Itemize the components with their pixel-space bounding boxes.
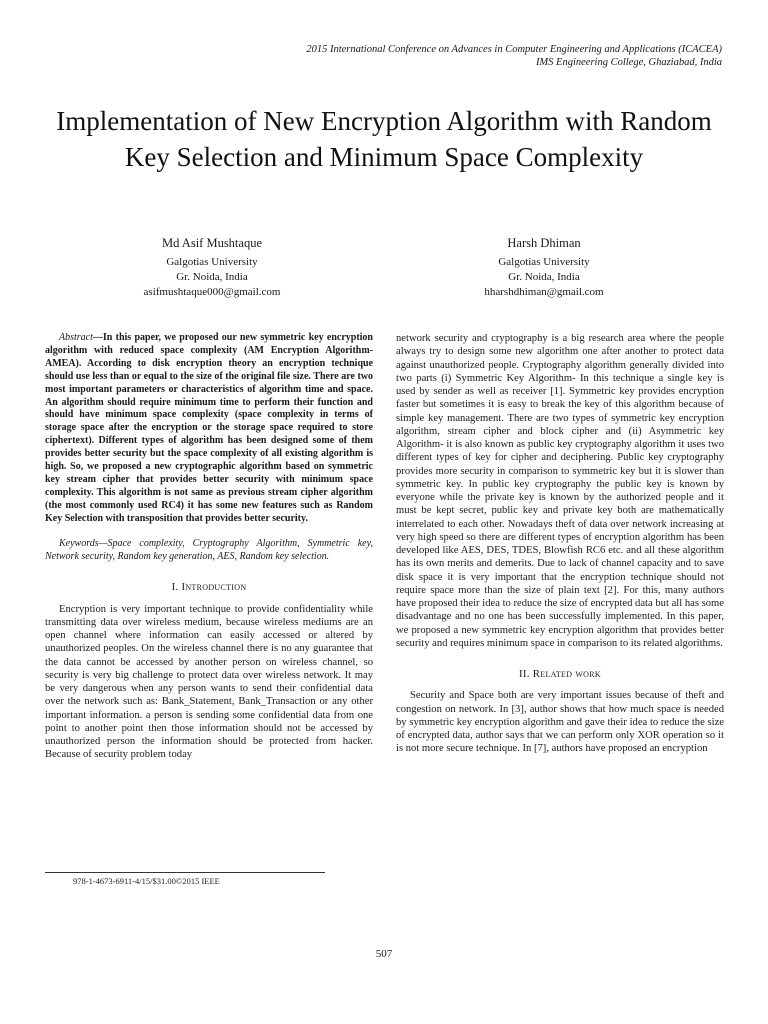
- author-name: Md Asif Mushtaque: [162, 236, 262, 250]
- author-location: Gr. Noida, India: [508, 271, 580, 283]
- abstract-text: —In this paper, we proposed our new symmetric key encryption algorithm with reduced space complexity (AM Encryption Algorithm- AMEA). According to disk encryption theory an encryption technique should use less than or equal to the size of the original file size. There are two most important parameters or characteristics of algorithm time and space. An algorithm should require minimum time to perform their function and should have minimum space complexity (space complexity in terms of storage space after the encryption or the storage space required to store ciphertext). Different types of algorithm has been designed some of them provides better security but the space complexity of all existing algorithm is high. So, we proposed a new cryptographic algorithm based on symmetric key stream cipher that provides better security with minimum space complexity. This algorithm is not same as previous stream cipher algorithm (the most commonly used RC4) it has some new features such as Random Key Selection with transposition that provides better security.: [45, 332, 373, 524]
- author-email: asifmushtaque000@gmail.com: [143, 286, 281, 298]
- section-heading-related-work: II. Related work: [519, 668, 601, 680]
- conference-header: [306, 43, 722, 69]
- author-block: [424, 236, 664, 300]
- conference-name: 2015 International Conference on Advances in Computer Engineering and Applications (ICACEA): [306, 44, 722, 55]
- section-heading-introduction: I. Introduction: [171, 581, 247, 594]
- copyright-text: 978-1-4673-6911-4/15/$31.00©2015 IEEE: [73, 876, 220, 886]
- conference-venue: IMS Engineering College, Ghaziabad, India: [535, 57, 722, 68]
- abstract-label: Abstract: [59, 332, 93, 343]
- keywords: [45, 538, 373, 564]
- paper-title: Implementation of New Encryption Algorithm with Random Key Selection and Minimum Space Complexity: [56, 106, 712, 172]
- author-email: hharshdhiman@gmail.com: [484, 286, 604, 298]
- copyright-footnote: [45, 872, 325, 886]
- author-name: Harsh Dhiman: [507, 236, 581, 250]
- right-column: [396, 332, 724, 756]
- author-affiliation: Galgotias University: [166, 256, 258, 268]
- abstract: [45, 332, 373, 526]
- author-block: [92, 236, 332, 300]
- related-work-paragraph: Security and Space both are very important issues because of theft and congestion on network. In [3], author shows that how much space is needed by symmetric key encryption algorithm and gave their idea to reduce the size of encrypted data, author says that we can perform only XOR operation so it is not more secure technique. In [7], authors have proposed an encryption: [396, 690, 724, 755]
- keywords-label: Keywords: [59, 537, 99, 549]
- left-column: [45, 332, 373, 762]
- keywords-text: —Space complexity, Cryptography Algorithm, Symmetric key, Network security, Random key generation, AES, Random key selection.: [45, 537, 373, 562]
- author-location: Gr. Noida, India: [176, 271, 248, 283]
- page-number: 507: [375, 948, 393, 960]
- author-affiliation: Galgotias University: [498, 256, 590, 268]
- intro-paragraph: Encryption is very important technique to provide confidentiality while transmitting data over wireless medium, because wireless mediums are an open channel where information can easily accessed or altered by unauthorized peoples. On the wireless channel there is no any guarantee that the data cannot be accessed by another person on wireless channel, so security is very big challenge to protect data over wireless network. It may be very dangerous when any person wants to send their confidential data over the network such as: Bank_Statement, Bank_Transaction or any other important information. a person is sending some confidential data from one point to another point then those information should not be accessed by unauthorized person the information should be protected from hacker. Because of security problem today: [45, 603, 373, 761]
- intro-paragraph-continued: network security and cryptography is a big research area where the people always try to design some new algorithm one after another to protect data against unauthorized people. Cryptography algorithm generally divided into two parts (i) Symmetric Key Algorithm- In this technique a single key is used by sender as well as receiver [1]. Symmetric key provides encryption faster but sometimes it is easy to break the key of this algorithm because of simple key management. There are two types of symmetric key encryption algorithm, stream cipher and block cipher and (ii) Asymmetric key Algorithm- it is also known as public key cryptography algorithm it uses two different types of key for cipher and deciphering. Public key cryptography provides more security in comparison to symmetric key but it is slower than symmetric key. In public key cryptography the public key is known by everyone while the private key is known by the authorized people and it must be kept secret, public key and private key both are mathematically interrelated to each other. Nowadays theft of data over network increasing at very high speed so there are different types of encryption algorithm has been developed like AES, DES, TDES, Blowfish RC6 etc. and all these algorithm has its own merits and demerits. Due to lack of channel capacity and to save disk space it is very important that the encryption technique should not require space more than the size of plain text [2]. For this, many authors have proposed their idea to reduce the size of encrypted data but all has some disadvantage and no one has been successfully implemented. In this paper, we proposed a new symmetric key encryption algorithm that provides better security and requires minimum space in comparison to its related algorithms.: [396, 333, 724, 649]
